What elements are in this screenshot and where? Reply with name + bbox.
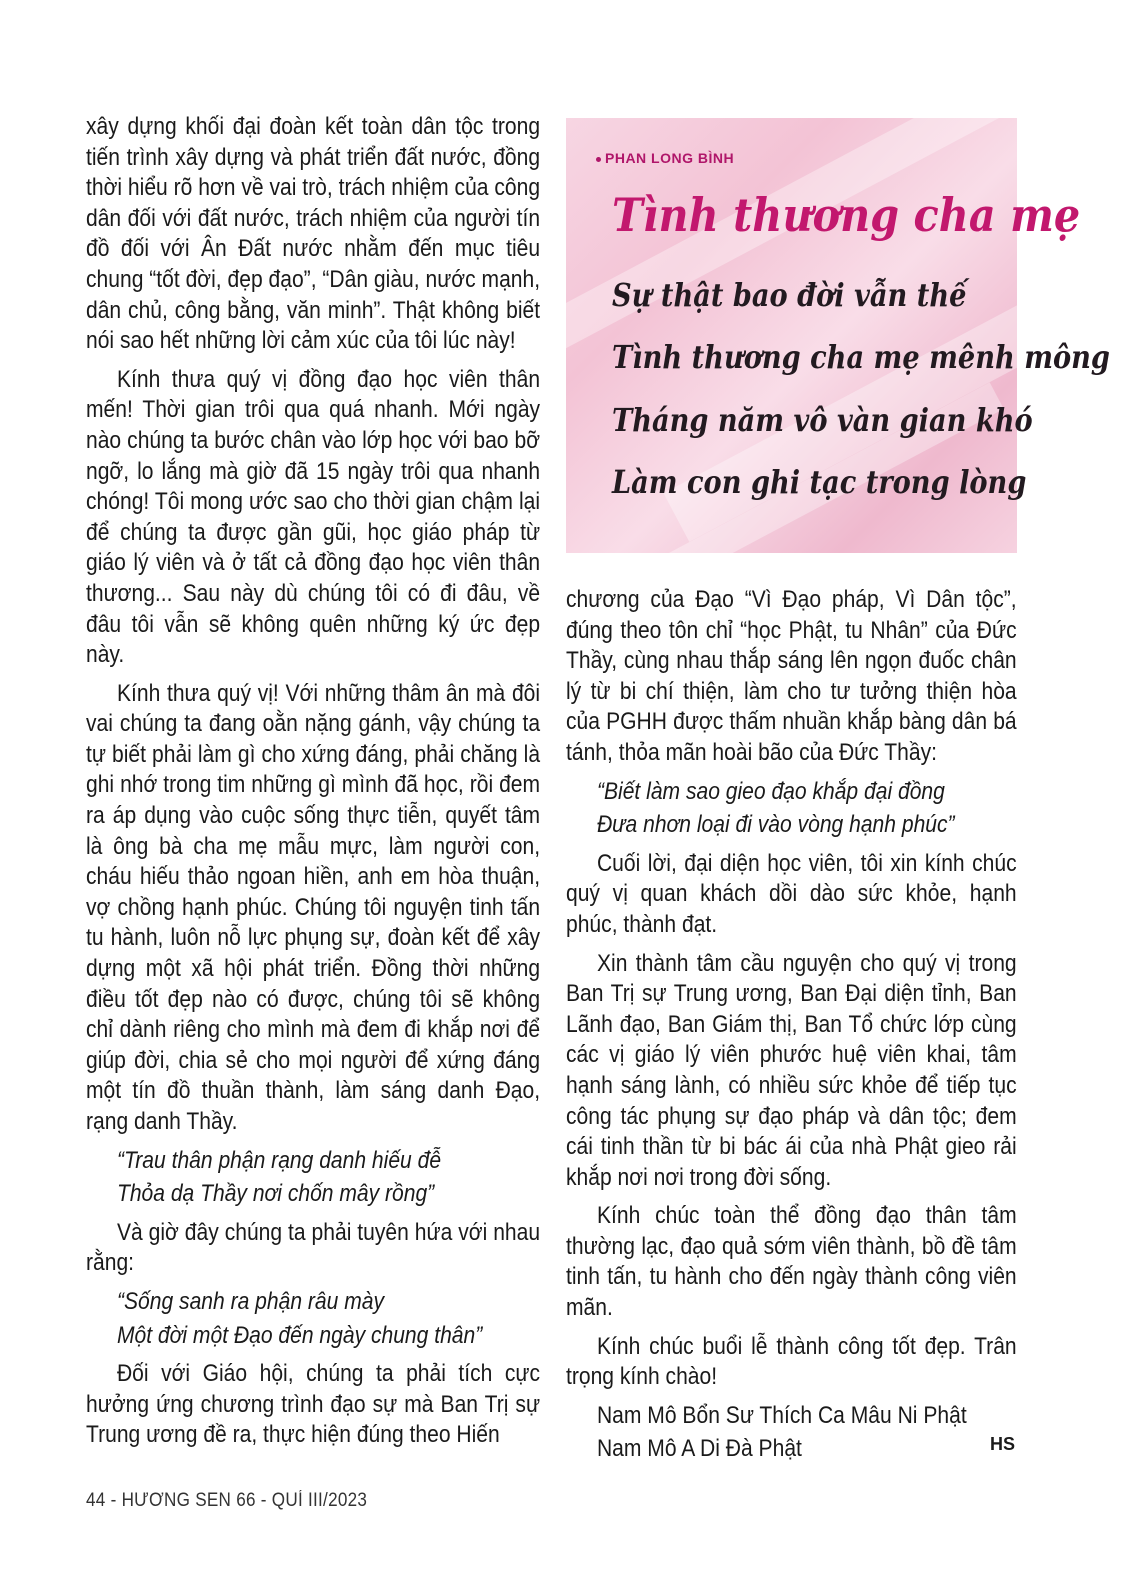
verse-line: Một đời một Đạo đến ngày chung thân” (116, 1321, 483, 1349)
bullet-icon (596, 157, 601, 162)
paragraph: Kính thưa quý vị đồng đạo học viên thân mến! Thời gian trôi qua quá nhanh. Mới ngày nào chúng ta bước chân vào lớp học với bao bỡ ngỡ, lo lắng mà giờ đã 15 ngày trôi qua nhanh chóng! Tôi mong ước sao cho thời gian chậm lại để chúng ta được gần gũi, học giáo pháp từ giáo lý viên và ở tất cả đồng đạo học viên thân thương... Sau này dù chúng tôi có đi đâu, về đâu tôi vẫn sẽ không quên những ký ức đẹp này. (86, 365, 541, 669)
closing-line: Nam Mô A Di Đà Phật (596, 1435, 802, 1463)
poem-line: Tình thương cha mẹ mênh mông (612, 338, 1110, 376)
poem-title: Tình thương cha mẹ (612, 188, 1081, 242)
paragraph: Và giờ đây chúng ta phải tuyên hứa với nhau rằng: (86, 1218, 541, 1277)
signoff: HS (990, 1434, 1016, 1454)
verse-line: “Trau thân phận rạng danh hiếu đễ (116, 1146, 442, 1174)
verse-line: Thỏa dạ Thầy nơi chốn mây rồng” (116, 1180, 435, 1208)
poem-line: Làm con ghi tạc trong lòng (612, 463, 1027, 501)
paragraph: Đối với Giáo hội, chúng ta phải tích cực hưởng ứng chương trình đạo sự mà Ban Trị sự Trung ương đề ra, thực hiện đúng theo Hiến (86, 1360, 541, 1449)
poem-line: Sự thật bao đời vẫn thế (612, 276, 967, 314)
paragraph: Kính chúc toàn thể đồng đạo thân tâm thường lạc, đạo quả sớm viên thành, bồ đề tâm tinh tấn, tu hành cho đến ngày thành công viên mãn. (566, 1202, 1017, 1322)
paragraph: Kính thưa quý vị! Với những thâm ân mà đôi vai chúng ta đang oằn nặng gánh, vậy chúng ta tự biết phải làm gì cho xứng đáng, phải chăng là ghi nhớ trong tim những gì mình đã học, rồi đem ra áp dụng vào cuộc sống thực tiễn, quyết tâm là ông bà cha mẹ mẫu mực, làm người con, cháu hiếu thảo ngoan hiền, anh em hòa thuận, vợ chồng hạnh phúc. Chúng tôi nguyện tinh tấn tu hành, luôn nỗ lực phụng sự, đoàn kết để xây dựng một xã hội phát triển. Đồng thời những điều tốt đẹp nào có được, chúng tôi sẽ không chỉ dành riêng cho mình mà đem đi khắp nơi để giúp đời, chia sẻ cho mọi người để xứng đáng một tín đồ thuần thành, làm sáng danh Đạo, rạng danh Thầy. (86, 679, 541, 1135)
page-footer: 44 - HƯƠNG SEN 66 - QUÍ III/2023 (86, 1490, 368, 1511)
verse-line: “Sống sanh ra phận râu mày (116, 1287, 385, 1315)
paragraph: chương của Đạo “Vì Đạo pháp, Vì Dân tộc”, đúng theo tôn chỉ “học Phật, tu Nhân” của Đức Thầy, cùng nhau thắp sáng lên ngọn đuốc chân lý từ bi chí thiện, làm cho tư tưởng thiện hòa của PGHH được thấm nhuần khắp bàng dân bá tánh, thỏa mãn hoài bão của Đức Thầy: (566, 586, 1017, 766)
poem-box (566, 118, 1110, 553)
paragraph: Kính chúc buổi lễ thành công tốt đẹp. Trân trọng kính chào! (566, 1332, 1017, 1391)
poem-author: PHAN LONG BÌNH (596, 150, 734, 166)
verse-line: Đưa nhơn loại đi vào vòng hạnh phúc” (596, 811, 955, 839)
paragraph: Xin thành tâm cầu nguyện cho quý vị trong Ban Trị sự Trung ương, Ban Đại diện tỉnh, Ban Lãnh đạo, Ban Giám thị, Ban Tổ chức lớp cùng các vị giáo lý viên phước huệ viên khai, tâm hạnh sáng lành, có nhiều sức khỏe để tiếp tục công tác phụng sự đạo pháp và dân tộc; đem cái tinh thần từ bi bác ái của nhà Phật gieo rải khắp nơi nơi trong đời sống. (566, 949, 1017, 1191)
poem-line: Tháng năm vô vàn gian khó (612, 401, 1033, 439)
verse-line: “Biết làm sao gieo đạo khắp đại đồng (596, 777, 945, 805)
left-column (86, 112, 540, 1459)
right-column (566, 585, 1017, 1468)
closing-line: Nam Mô Bổn Sư Thích Ca Mâu Ni Phật (596, 1401, 967, 1429)
paragraph: Cuối lời, đại diện học viên, tôi xin kính chúc quý vị quan khách dồi dào sức khỏe, hạnh phúc, thành đạt. (566, 849, 1017, 938)
paragraph: xây dựng khối đại đoàn kết toàn dân tộc trong tiến trình xây dựng và phát triển đất nước, đồng thời hiểu rõ hơn về vai trò, trách nhiệm của công dân đối với đất nước, trách nhiệm của người tín đồ đối với Ân Đất nước nhằm đến mục tiêu chung “tốt đời, đẹp đạo”, “Dân giàu, nước mạnh, dân chủ, công bằng, văn minh”. Thật không biết nói sao hết những lời cảm xúc của tôi lúc này! (86, 113, 541, 355)
